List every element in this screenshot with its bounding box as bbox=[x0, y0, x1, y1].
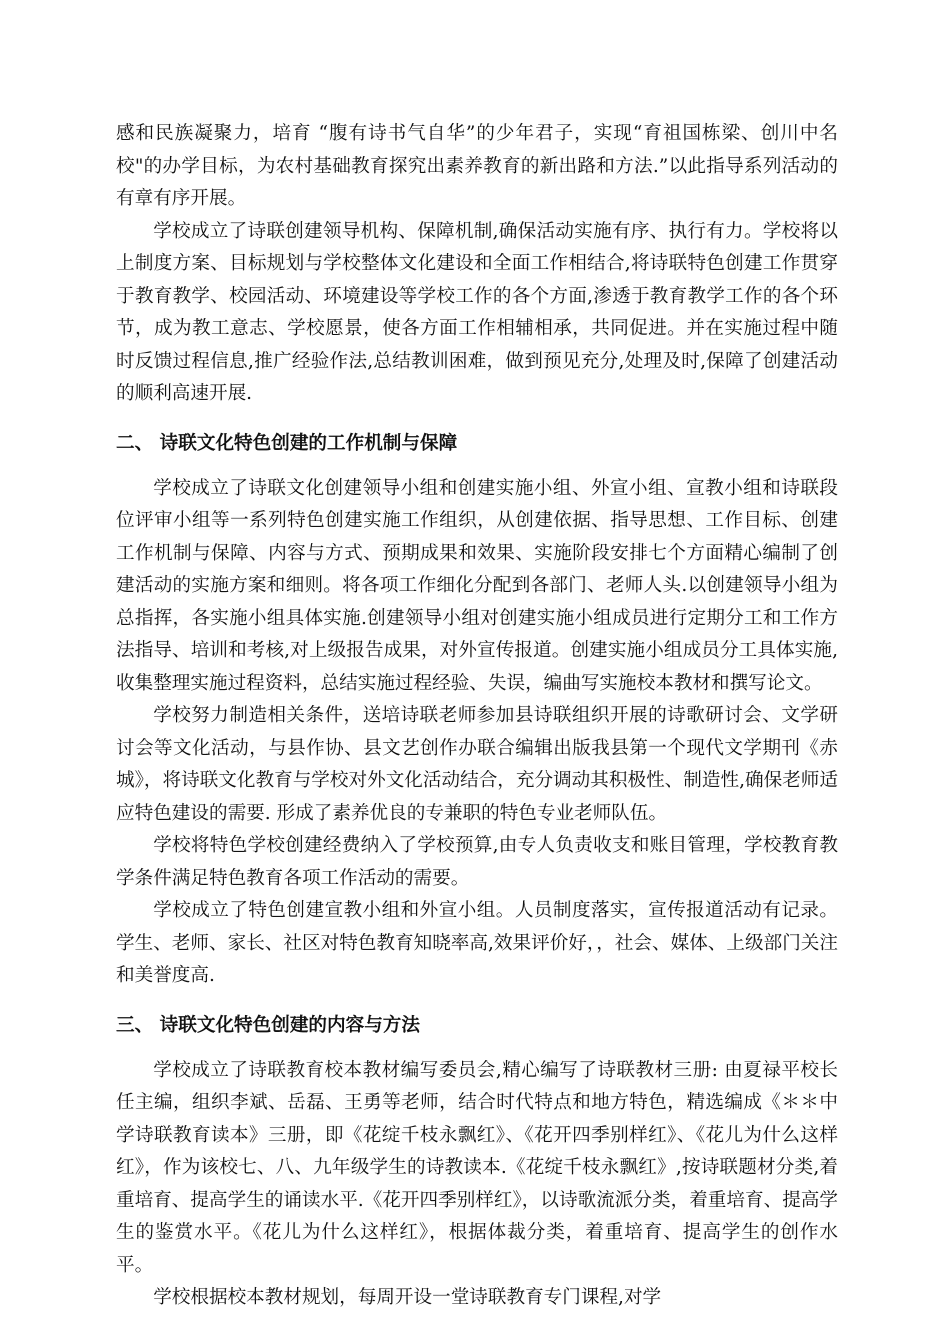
section-2-paragraph-2: 学校努力制造相关条件，送培诗联老师参加县诗联组织开展的诗歌研讨会、文学研讨会等文化活动，与县作协、县文艺创作办联合编辑出版我县第一个现代文学期刊《赤城》，将诗联文化教育与学校对外文化活动结合，充分调动其积极性、制造性,确保老师适应特色建设的需要. 形成了素养优良的专兼职的特色专业老师队伍。 bbox=[116, 705, 838, 824]
section-3-heading: 三、 诗联文化特色创建的内容与方法 bbox=[116, 1014, 420, 1036]
section-2-paragraph-1: 学校成立了诗联文化创建领导小组和创建实施小组、外宣小组、宣教小组和诗联段位评审小组等一系列特色创建实施工作组织，从创建依据、指导思想、工作目标、创建工作机制与保障、内容与方式、预期成果和效果、实施阶段安排七个方面精心编制了创建活动的实施方案和细则。将各项工作细化分配到各部门、老师人头.以创建领导小组为总指挥，各实施小组具体实施.创建领导小组对创建实施小组成员进行定期分工和工作方法指导、培训和考核,对上级报告成果，对外宣传报道。创建实施小组成员分工具体实施,收集整理实施过程资料，总结实施过程经验、失误，编曲写实施校本教材和撰写论文。 bbox=[116, 477, 838, 694]
section-3-paragraph-1: 学校成立了诗联教育校本教材编写委员会,精心编写了诗联教材三册: 由夏禄平校长任主编，组织李斌、岳磊、王勇等老师，结合时代特点和地方特色，精选编成《＊＊中学诗联教育读本》三册，即《花绽千枝永飘红》、《花开四季别样红》、《花儿为什么这样红》，作为该校七、八、九年级学生的诗教读本.《花绽千枝永飘红》,按诗联题材分类,着重培育、提高学生的诵读水平.《花开四季别样红》，以诗歌流派分类，着重培育、提高学生的鉴赏水平。《花儿为什么这样红》，根据体裁分类，着重培育、提高学生的创作水平。 bbox=[116, 1059, 838, 1276]
section-3-paragraph-2: 学校根据校本教材规划，每周开设一堂诗联教育专门课程,对学 bbox=[153, 1287, 662, 1308]
section-2-heading: 二、 诗联文化特色创建的工作机制与保障 bbox=[116, 432, 458, 454]
document-page bbox=[116, 118, 838, 1315]
section-2-paragraph-4: 学校成立了特色创建宣教小组和外宣小组。人员制度落实，宣传报道活动有记录。学生、老师、家长、社区对特色教育知晓率高,效果评价好，，社会、媒体、上级部门关注和美誉度高. bbox=[116, 900, 838, 986]
section-2-paragraph-3: 学校将特色学校创建经费纳入了学校预算,由专人负责收支和账目管理，学校教育教学条件满足特色教育各项工作活动的需要。 bbox=[116, 835, 838, 889]
intro-paragraph-1: 感和民族凝聚力，培育 “腹有诗书气自华”的少年君子，实现“育祖国栋梁、创川中名校"的办学目标，为农村基础教育探究出素养教育的新出路和方法.”以此指导系列活动的有章有序开展。 bbox=[116, 123, 838, 209]
intro-paragraph-2: 学校成立了诗联创建领导机构、保障机制,确保活动实施有序、执行有力。学校将以上制度方案、目标规划与学校整体文化建设和全面工作相结合,将诗联特色创建工作贯穿于教育教学、校园活动、环境建设等学校工作的各个方面,渗透于教育教学工作的各个环节，成为教工意志、学校愿景，使各方面工作相辅相承，共同促进。并在实施过程中随时反馈过程信息,推广经验作法,总结教训困难，做到预见充分,处理及时,保障了创建活动的顺利高速开展. bbox=[116, 220, 838, 404]
